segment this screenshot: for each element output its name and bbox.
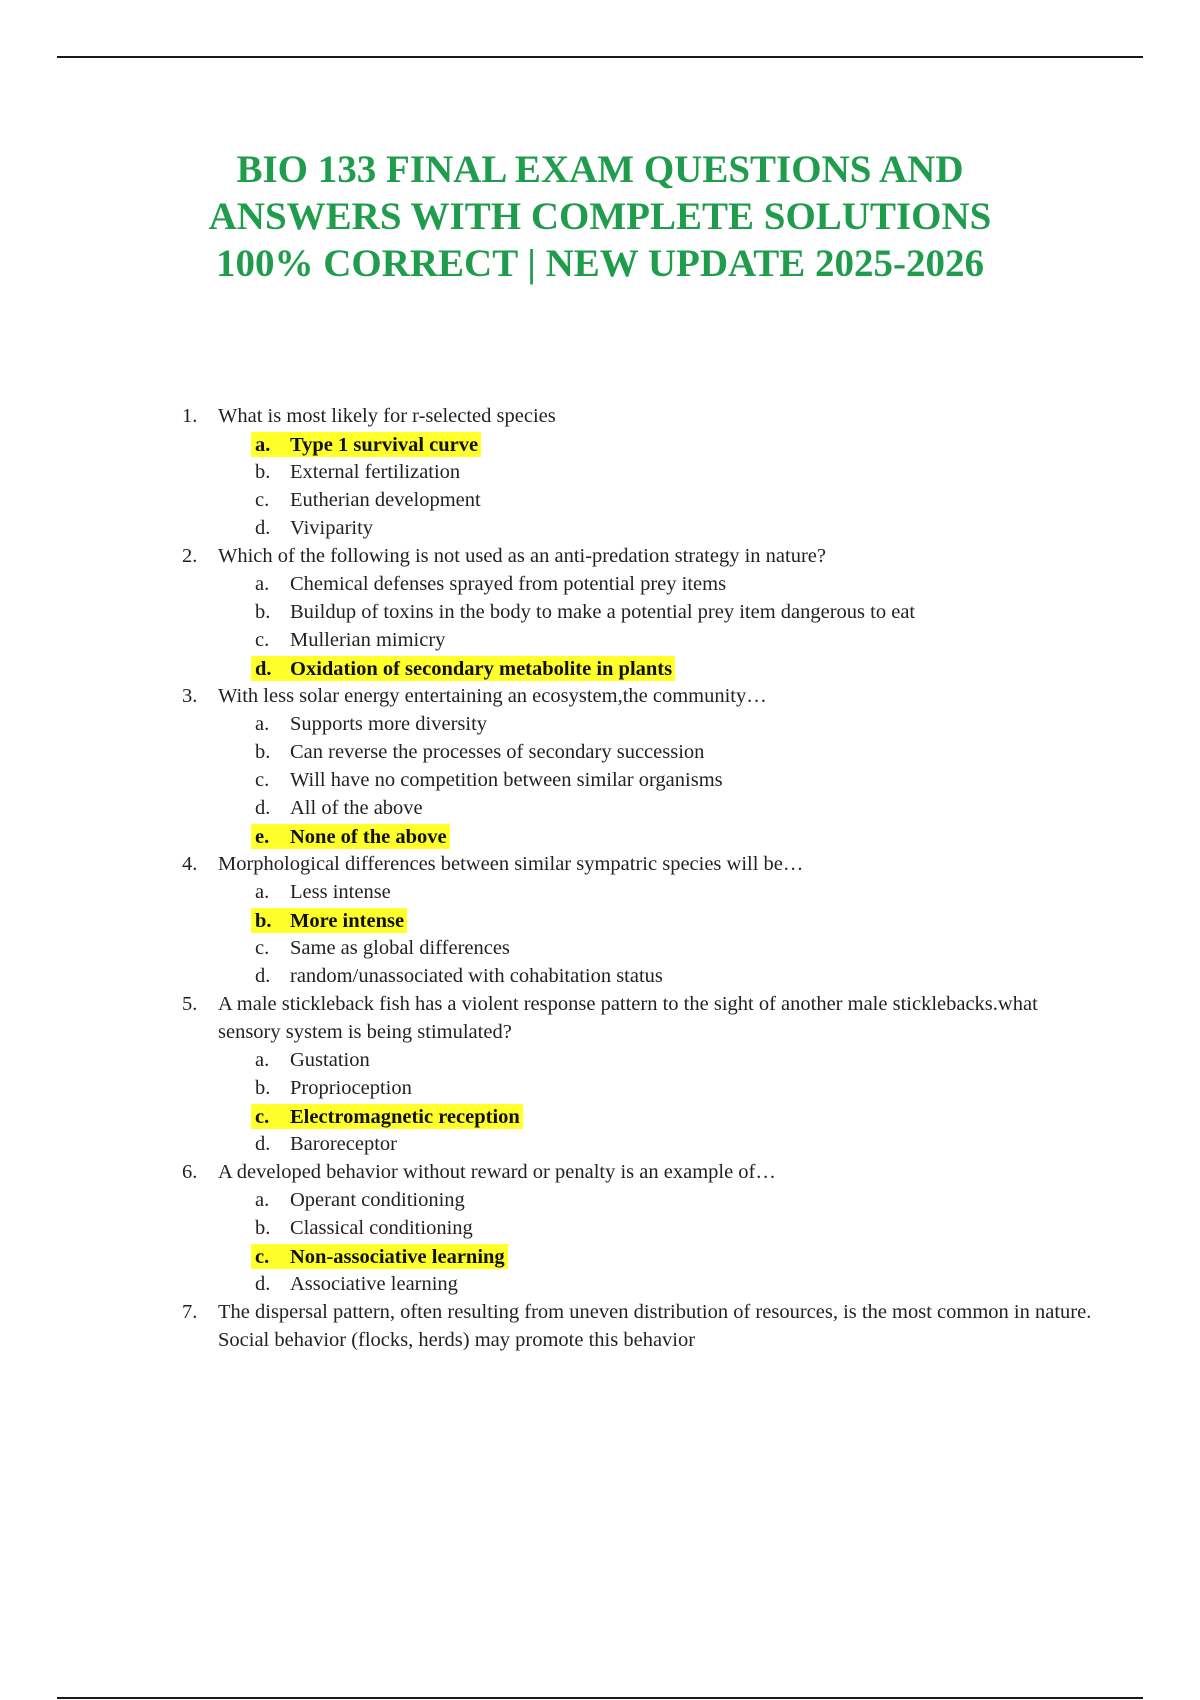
question-text xyxy=(0,402,1098,430)
answer-highlight xyxy=(251,1244,508,1269)
option-text: Less intense xyxy=(290,881,391,903)
answer-option xyxy=(0,1186,1200,1214)
question-text xyxy=(0,1298,1098,1354)
question-text xyxy=(0,990,1098,1046)
option-letter: a. xyxy=(255,433,271,456)
question-number: 3. xyxy=(182,685,198,707)
answer-option xyxy=(0,738,1200,766)
question-text xyxy=(0,682,1098,710)
title-line-3: 100% CORRECT | NEW UPDATE 2025-2026 xyxy=(215,242,985,285)
question-list xyxy=(0,402,1200,1354)
answer-option xyxy=(0,626,1200,654)
option-text: External fertilization xyxy=(290,461,461,483)
option-text: More intense xyxy=(290,909,405,932)
question-number: 4. xyxy=(182,853,198,875)
option-letter: c. xyxy=(255,489,270,511)
option-text: Supports more diversity xyxy=(290,713,488,735)
option-text: Non-associative learning xyxy=(290,1245,505,1268)
answer-highlight xyxy=(251,908,407,933)
question-stem: A developed behavior without reward or penalty is an example of… xyxy=(218,1161,776,1183)
answer-option-correct xyxy=(0,654,1200,682)
option-letter: c. xyxy=(255,769,270,791)
question-text xyxy=(0,1158,1098,1186)
answer-option xyxy=(0,1214,1200,1242)
option-list xyxy=(0,570,1200,682)
option-letter: d. xyxy=(255,1273,271,1295)
question-number: 2. xyxy=(182,545,198,567)
top-rule xyxy=(57,56,1143,58)
question-item xyxy=(0,990,1200,1158)
option-letter: b. xyxy=(255,741,271,763)
option-list xyxy=(0,878,1200,990)
option-letter: c. xyxy=(255,1245,270,1268)
answer-option-correct xyxy=(0,430,1200,458)
answer-highlight xyxy=(251,656,675,681)
answer-option xyxy=(0,710,1200,738)
answer-option xyxy=(0,934,1200,962)
title-line-1: BIO 133 FINAL EXAM QUESTIONS AND xyxy=(236,148,964,191)
option-letter: d. xyxy=(255,1133,271,1155)
answer-option xyxy=(0,794,1200,822)
option-text: Oxidation of secondary metabolite in plants xyxy=(290,657,673,680)
option-text: Can reverse the processes of secondary succession xyxy=(290,741,705,763)
answer-option xyxy=(0,766,1200,794)
option-letter: b. xyxy=(255,909,272,932)
option-letter: a. xyxy=(255,573,270,595)
option-letter: c. xyxy=(255,629,270,651)
option-letter: e. xyxy=(255,825,270,848)
answer-option-correct xyxy=(0,1242,1200,1270)
option-text: None of the above xyxy=(290,825,447,848)
title-line-2: ANSWERS WITH COMPLETE SOLUTIONS xyxy=(208,195,992,238)
answer-option xyxy=(0,1270,1200,1298)
question-item xyxy=(0,542,1200,682)
answer-option-correct xyxy=(0,1102,1200,1130)
option-text: Viviparity xyxy=(290,517,374,539)
answer-option xyxy=(0,514,1200,542)
option-list xyxy=(0,710,1200,850)
answer-option xyxy=(0,962,1200,990)
option-text: Eutherian development xyxy=(290,489,481,511)
option-text: Buildup of toxins in the body to make a potential prey item dangerous to eat xyxy=(290,601,916,623)
option-letter: c. xyxy=(255,1105,270,1128)
question-number: 6. xyxy=(182,1161,198,1183)
option-text: Baroreceptor xyxy=(290,1133,397,1155)
option-text: Proprioception xyxy=(290,1077,412,1099)
question-stem: Which of the following is not used as an anti-predation strategy in nature? xyxy=(218,545,826,567)
document-title xyxy=(0,146,1200,287)
answer-option xyxy=(0,486,1200,514)
option-text: Same as global differences xyxy=(290,937,510,959)
question-stem: A male stickleback fish has a violent response pattern to the sight of another male sticklebacks.what sensory system is being stimulated? xyxy=(218,993,1038,1043)
option-list xyxy=(0,1186,1200,1298)
option-text: Will have no competition between similar organisms xyxy=(290,769,723,791)
question-item xyxy=(0,1158,1200,1298)
answer-option-correct xyxy=(0,822,1200,850)
answer-option xyxy=(0,1130,1200,1158)
question-stem: The dispersal pattern, often resulting from uneven distribution of resources, is the most common in nature. Social behavior (flocks, herds) may promote this behavior xyxy=(218,1301,1092,1351)
question-item xyxy=(0,850,1200,990)
option-text: Gustation xyxy=(290,1049,370,1071)
bottom-rule xyxy=(57,1697,1143,1699)
option-text: Associative learning xyxy=(290,1273,458,1295)
answer-highlight xyxy=(251,432,481,457)
option-text: Classical conditioning xyxy=(290,1217,473,1239)
question-item xyxy=(0,402,1200,542)
answer-option xyxy=(0,1074,1200,1102)
option-letter: a. xyxy=(255,1189,270,1211)
question-item xyxy=(0,682,1200,850)
option-list xyxy=(0,430,1200,542)
question-stem: Morphological differences between similar sympatric species will be… xyxy=(218,853,804,875)
answer-highlight xyxy=(251,824,450,849)
question-number: 5. xyxy=(182,993,198,1015)
question-number: 1. xyxy=(182,405,198,427)
option-text: Type 1 survival curve xyxy=(290,433,479,456)
answer-option xyxy=(0,1046,1200,1074)
option-letter: b. xyxy=(255,461,271,483)
option-letter: a. xyxy=(255,713,270,735)
option-letter: b. xyxy=(255,1077,271,1099)
question-stem: What is most likely for r-selected species xyxy=(218,405,556,427)
option-text: Operant conditioning xyxy=(290,1189,465,1211)
option-letter: d. xyxy=(255,797,271,819)
option-text: All of the above xyxy=(290,797,423,819)
option-text: Electromagnetic reception xyxy=(290,1105,520,1128)
question-text xyxy=(0,542,1098,570)
option-text: Mullerian mimicry xyxy=(290,629,446,651)
question-number: 7. xyxy=(182,1301,198,1323)
option-letter: d. xyxy=(255,657,272,680)
option-letter: a. xyxy=(255,881,270,903)
answer-option xyxy=(0,598,1200,626)
answer-option-correct xyxy=(0,906,1200,934)
answer-option xyxy=(0,458,1200,486)
question-stem: With less solar energy entertaining an ecosystem,the community… xyxy=(218,685,767,707)
answer-highlight xyxy=(251,1104,523,1129)
answer-option xyxy=(0,570,1200,598)
answer-option xyxy=(0,878,1200,906)
option-letter: b. xyxy=(255,601,271,623)
option-letter: a. xyxy=(255,1049,270,1071)
option-list xyxy=(0,1046,1200,1158)
option-letter: b. xyxy=(255,1217,271,1239)
question-text xyxy=(0,850,1098,878)
option-letter: d. xyxy=(255,517,271,539)
option-text: random/unassociated with cohabitation status xyxy=(290,965,663,987)
question-item xyxy=(0,1298,1200,1354)
option-letter: c. xyxy=(255,937,270,959)
option-letter: d. xyxy=(255,965,271,987)
option-text: Chemical defenses sprayed from potential prey items xyxy=(290,573,727,595)
